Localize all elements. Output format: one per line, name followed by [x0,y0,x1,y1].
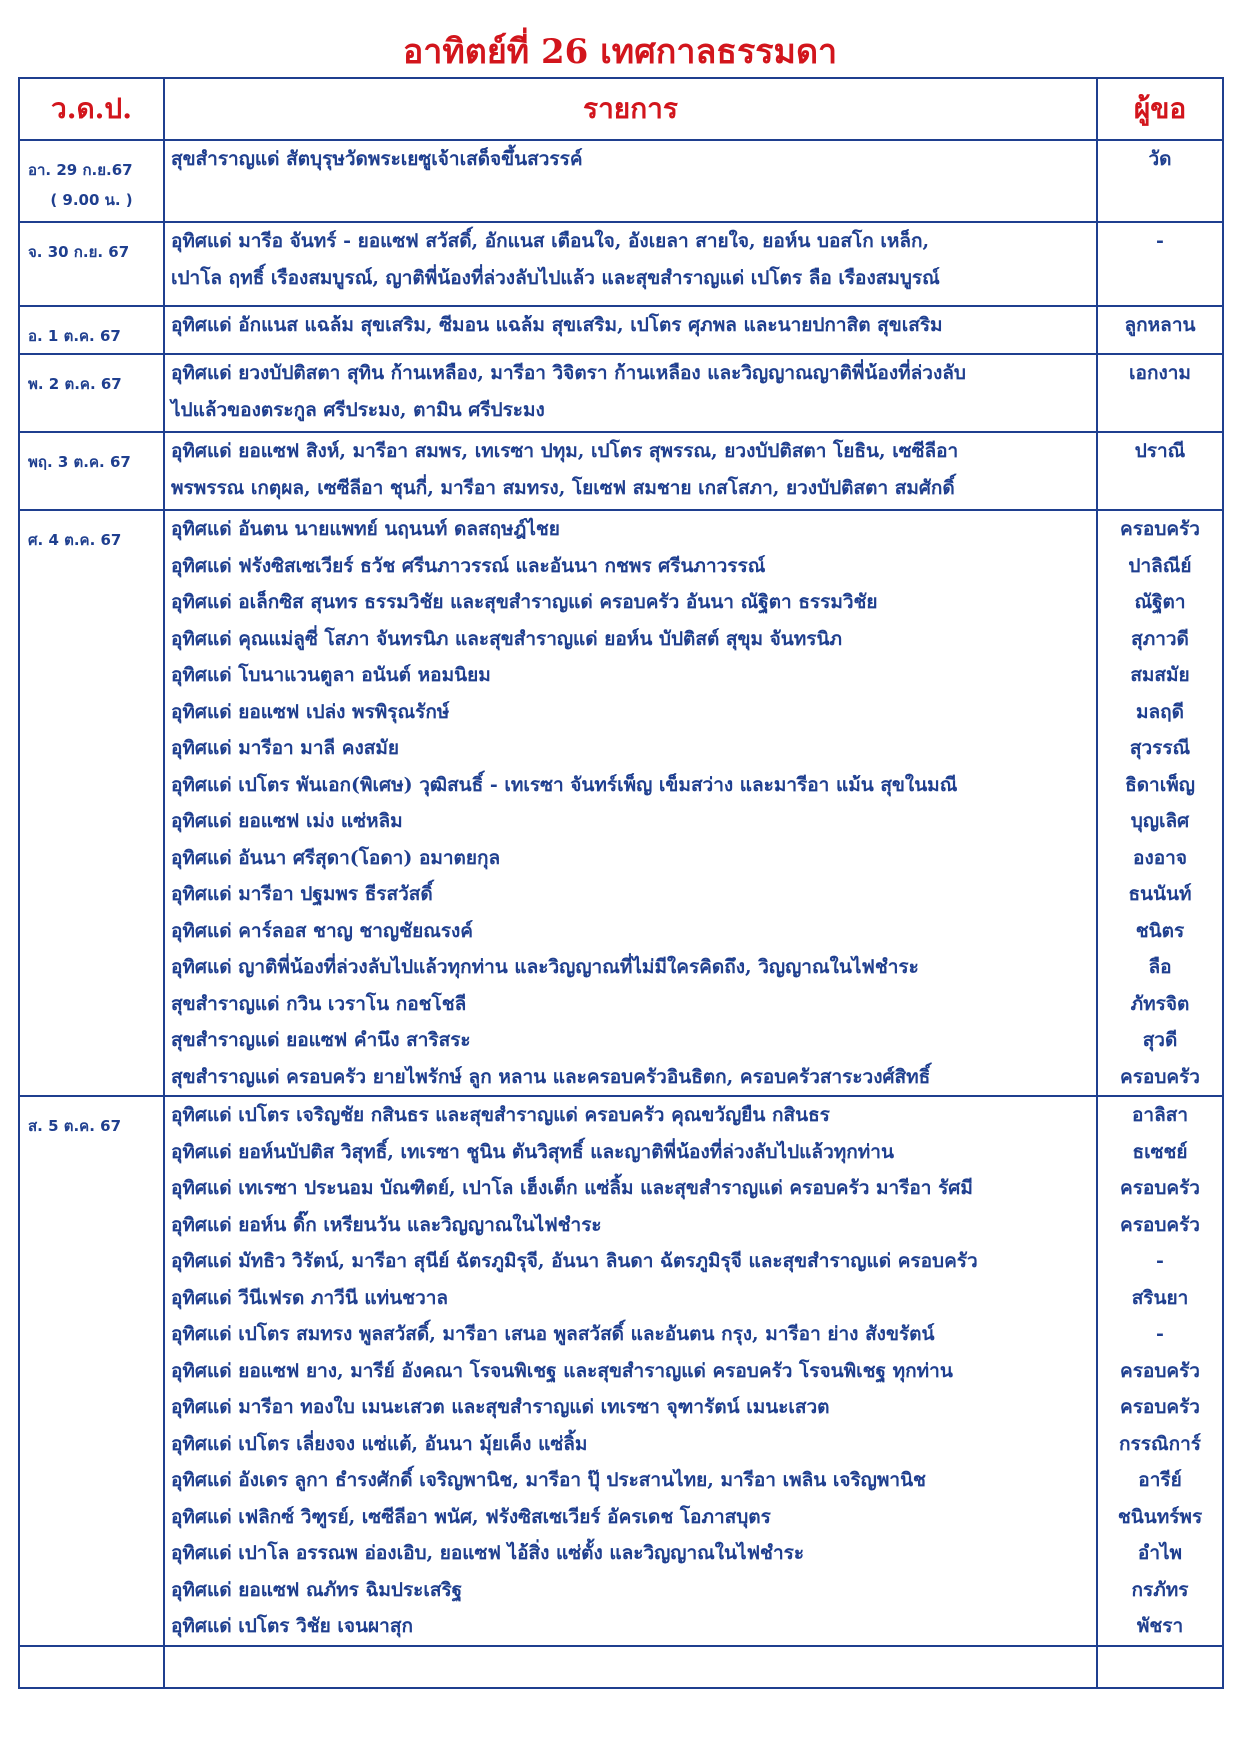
intention-line: อุทิศแด่ อังเดร ลูกา ธำรงศักดิ์ เจริญพานิช, มารีอา ปุ๊ ประสานไทย, มารีอา เพลิน เจริญพานิช [171,1469,926,1491]
requester-name: ลูกหลาน [1124,314,1196,336]
requester-name: อำไพ [1137,1542,1183,1564]
table-body [19,140,1223,1646]
requester-name: อาลิสา [1132,1104,1188,1126]
intention-line: อุทิศแด่ ยอแซฟ ณภัทร ฉิมประเสริฐ [171,1578,463,1601]
intention-cell [164,354,1097,432]
table-row [19,1096,1223,1646]
requester-name: ครอบครัว [1120,1177,1200,1199]
intention-line: อุทิศแด่ เปาโล อรรณพ อ่องเอิบ, ยอแซฟ ไอ้สิ่ง แซ่ตั้ง และวิญญาณในไฟชำระ [171,1542,805,1564]
table-row [19,306,1223,354]
date-text: ส. 5 ต.ค. 67 [28,1117,122,1135]
intention-line: อุทิศแด่ เปโตร วิชัย เจนผาสุก [171,1615,413,1637]
date-text: อา. 29 ก.ย.67 [28,161,133,179]
date-cell [19,354,164,432]
date-label [20,141,163,215]
intention-line: อุทิศแด่ เปโตร เลี่ยงจง แซ่แต้, อันนา มุ้ยเค็ง แซ่ลิ้ม [171,1432,588,1455]
intention-line: อุทิศแด่ ยวงบัปติสตา สุทิน ก้านเหลือง, มารีอา วิจิตรา ก้านเหลือง และวิญญาณญาติพี่น้องที่ล่วงลับ [171,362,966,384]
intention-cell [164,306,1097,354]
requester-name: วัด [1148,148,1172,170]
intention-line: อุทิศแด่ อันตน นายแพทย์ นฤนนท์ ดลสฤษฎ์ไชย [171,518,560,540]
date-label [20,1097,163,1141]
intention-line: อุทิศแด่ มารีอา ทองใบ เมนะเสวต และสุขสำราญแด่ เทเรซา จุฑารัตน์ เมนะเสวต [171,1396,830,1418]
requester-name: สุวรรณี [1129,737,1191,759]
intention-line: อุทิศแด่ เทเรซา ประนอม บัณฑิตย์, เปาโล เฮ็งเต็ก แซ่ลิ้ม และสุขสำราญแด่ ครอบครัว มารีอา รัศมี [171,1177,973,1199]
requester-name: สุภาวดี [1131,627,1189,650]
intention-line: อุทิศแด่ ยอแซฟ ยาง, มารีย์ อังคณา โรจนพิเชฐ และสุขสำราญแด่ ครอบครัว โรจนพิเชฐ ทุกท่าน [171,1359,953,1382]
intention-line: ไปแล้วของตระกูล ศรีประมง, ตามิน ศรีประมง [171,398,545,421]
table-header-row [19,78,1223,140]
requester-name: พัชรา [1136,1615,1184,1637]
page-title: อาทิตย์ที่ 26 เทศกาลธรรมดา [402,32,838,72]
date-label [20,307,163,351]
requester-name: ปราณี [1134,440,1186,462]
intention-line: อุทิศแด่ เปโตร เจริญชัย กสินธร และสุขสำราญแด่ ครอบครัว คุณขวัญยืน กสินธร [171,1104,830,1126]
header-date: ว.ด.ป. [19,78,164,140]
requester-name: ครอบครัว [1120,1213,1200,1236]
requester-name: - [1156,1323,1164,1345]
requester-cell [1097,510,1223,1096]
intention-line: สุขสำราญแด่ ยอแซฟ คำนึง สาริสระ [171,1029,471,1051]
intention-line: อุทิศแด่ ฟรังซิสเซเวียร์ ธวัช ศรีนภาวรรณ์ และอันนา กชพร ศรีนภาวรรณ์ [171,554,766,577]
header-requester: ผู้ขอ [1097,78,1223,140]
intention-line: อุทิศแด่ วีนีเฟรด ภาวีนี แท่นชวาล [171,1286,449,1309]
intention-line: อุทิศแด่ เฟลิกซ์ วิฑูรย์, เซซีลีอา พนัศ, ฟรังซิสเซเวียร์ อัครเดช โอภาสบุตร [171,1505,771,1528]
intention-line: อุทิศแด่ ยอแซฟ สิงห์, มารีอา สมพร, เทเรซา ปทุม, เปโตร สุพรรณ, ยวงบัปติสตา โยธิน, เซซีลีอา [171,440,959,462]
requester-name: สมสมัย [1130,664,1190,686]
requester-cell [1097,306,1223,354]
table-row [19,432,1223,510]
requester-name: อารีย์ [1138,1469,1182,1491]
intention-line: เปาโล ฤทธิ์ เรืองสมบูรณ์, ญาติพี่น้องที่ล่วงลับไปแล้ว และสุขสำราญแด่ เปโตร ลือ เรืองสมบูรณ์ [171,266,940,289]
date-cell [19,432,164,510]
requester-name: ลือ [1148,956,1172,978]
requester-name: กรภัทร [1131,1578,1189,1601]
intention-line: อุทิศแด่ ยอแซฟ เม่ง แซ่หลิม [171,810,403,832]
date-label [20,433,163,477]
intention-line: สุขสำราญแด่ กวิน เวราโน กอชโชลี [171,992,467,1015]
intention-line: อุทิศแด่ เปโตร พันเอก(พิเศษ) วุฒิสนธิ์ - เทเรซา จันทร์เพ็ญ เข็มสว่าง และมารีอา แม้น สุขในมณี [171,773,958,796]
intention-cell [164,140,1097,222]
requester-name: ธนนันท์ [1128,883,1192,905]
requester-name: องอาจ [1133,846,1187,869]
date-cell [19,140,164,222]
date-label [20,355,163,399]
table-row [19,354,1223,432]
requester-cell [1097,222,1223,306]
requester-cell [1097,432,1223,510]
intention-line: อุทิศแด่ ยอห์นบัปติส วิสุทธิ์, เทเรซา ชูนิน ตันวิสุทธิ์ และญาติพี่น้องที่ล่วงลับไปแล้วทุกท่าน [171,1140,894,1163]
intention-line: อุทิศแด่ อักแนส แฉล้ม สุขเสริม, ซีมอน แฉล้ม สุขเสริม, เปโตร ศุภพล และนายปกาสิต สุขเสริม [171,314,943,336]
intention-line: สุขสำราญแด่ ครอบครัว ยายไพรักษ์ ลูก หลาน และครอบครัวอินธิตก, ครอบครัวสาระวงศ์สิทธิ์ [171,1065,931,1088]
date-text: พ. 2 ต.ค. 67 [28,375,122,393]
intention-line: สุขสำราญแด่ สัตบุรุษวัดพระเยซูเจ้าเสด็จขึ้นสวรรค์ [171,148,583,170]
intention-line: พรพรรณ เกตุผล, เซซีลีอา ชุนกี่, มารีอา สมทรง, โยเซฟ สมชาย เกสโสภา, ยวงบัปติสตา สมศักดิ์ [171,476,955,499]
date-label [20,511,163,555]
intention-line: อุทิศแด่ มัทธิว วิรัตน์, มารีอา สุนีย์ ฉัตรภูมิรุจี, อันนา ลินดา ฉัตรภูมิรุจี และสุขสำราญแด่ ครอบครัว [171,1250,978,1272]
table-row [19,510,1223,1096]
requester-name: ธเซชย์ [1132,1140,1188,1163]
requester-name: - [1156,1250,1164,1272]
header-item: รายการ [164,78,1097,140]
intention-line: อุทิศแด่ ญาติพี่น้องที่ล่วงลับไปแล้วทุกท่าน และวิญญาณที่ไม่มีใครคิดถึง, วิญญาณในไฟชำระ [171,956,919,978]
requester-name: ภัทรจิต [1130,992,1190,1015]
intention-line: อุทิศแด่ เปโตร สมทรง พูลสวัสดิ์, มารีอา เสนอ พูลสวัสดิ์ และอันตน กรุง, มารีอา ย่าง สังขรัตน์ [171,1323,935,1345]
intention-line: อุทิศแด่ อันนา ศรีสุดา(โอดา) อมาตยกุล [171,846,501,869]
requester-name: สรินยา [1131,1286,1189,1309]
intention-cell [164,1096,1097,1646]
table-row [19,140,1223,222]
requester-name: - [1156,230,1164,252]
requester-cell [1097,1096,1223,1646]
intention-cell [164,222,1097,306]
intention-cell [164,432,1097,510]
intention-line: อุทิศแด่ มารีอ จันทร์ - ยอแซฟ สวัสดิ์, อักแนส เตือนใจ, อังเยลา สายใจ, ยอห์น บอสโก เหล็ก, [171,230,930,252]
table-row [19,222,1223,306]
requester-name: ปาลิณีย์ [1128,554,1192,577]
intention-cell [164,510,1097,1096]
date-label [20,223,163,267]
table-trailing-row [19,1646,1223,1688]
requester-name: ครอบครัว [1120,1359,1200,1382]
date-text: อ. 1 ต.ค. 67 [28,327,121,345]
requester-name: มลฤดี [1135,700,1184,723]
requester-name: ครอบครัว [1120,518,1200,540]
requester-name: ชนิตร [1135,919,1185,942]
mass-intentions-table [18,77,1224,1689]
intention-line: อุทิศแด่ อเล็กซิส สุนทร ธรรมวิชัย และสุขสำราญแด่ ครอบครัว อันนา ณัฐิตา ธรรมวิชัย [171,591,878,613]
requester-name: ครอบครัว [1120,1065,1200,1088]
requester-name: เอกงาม [1129,362,1191,384]
intention-line: อุทิศแด่ คาร์ลอส ชาญ ชาญชัยณรงค์ [171,919,474,942]
requester-name: กรรณิการ์ [1119,1432,1201,1455]
requester-name: บุญเลิศ [1130,810,1190,832]
date-cell [19,510,164,1096]
intention-line: อุทิศแด่ มารีอา ปฐมพร ธีรสวัสดิ์ [171,883,433,905]
requester-name: ณัฐิตา [1134,591,1186,613]
intention-line: อุทิศแด่ ยอแซฟ เปล่ง พรพิรุณรักษ์ [171,700,450,723]
requester-cell [1097,140,1223,222]
date-cell [19,1096,164,1646]
requester-name: สุวดี [1142,1029,1178,1051]
date-text: พฤ. 3 ต.ค. 67 [28,453,131,471]
intention-line: อุทิศแด่ โบนาแวนตูลา อนันต์ หอมนิยม [171,664,491,686]
requester-name: ครอบครัว [1120,1396,1200,1418]
requester-name: ธิดาเพ็ญ [1125,773,1195,796]
date-cell [19,306,164,354]
intention-line: อุทิศแด่ ยอห์น ดิ๊ก เหรียนวัน และวิญญาณในไฟชำระ [171,1213,602,1236]
intention-line: อุทิศแด่ คุณแม่ลูซี่ โสภา จันทรนิภ และสุขสำราญแด่ ยอห์น บัปติสต์ สุขุม จันทรนิภ [171,627,843,650]
date-text: จ. 30 ก.ย. 67 [28,243,130,261]
intention-line: อุทิศแด่ มารีอา มาลี คงสมัย [171,737,399,759]
requester-name: ชนินทร์พร [1117,1505,1203,1528]
time-text: ( 9.00 น. ) [50,191,133,209]
requester-cell [1097,354,1223,432]
date-cell [19,222,164,306]
date-text: ศ. 4 ต.ค. 67 [28,531,122,549]
